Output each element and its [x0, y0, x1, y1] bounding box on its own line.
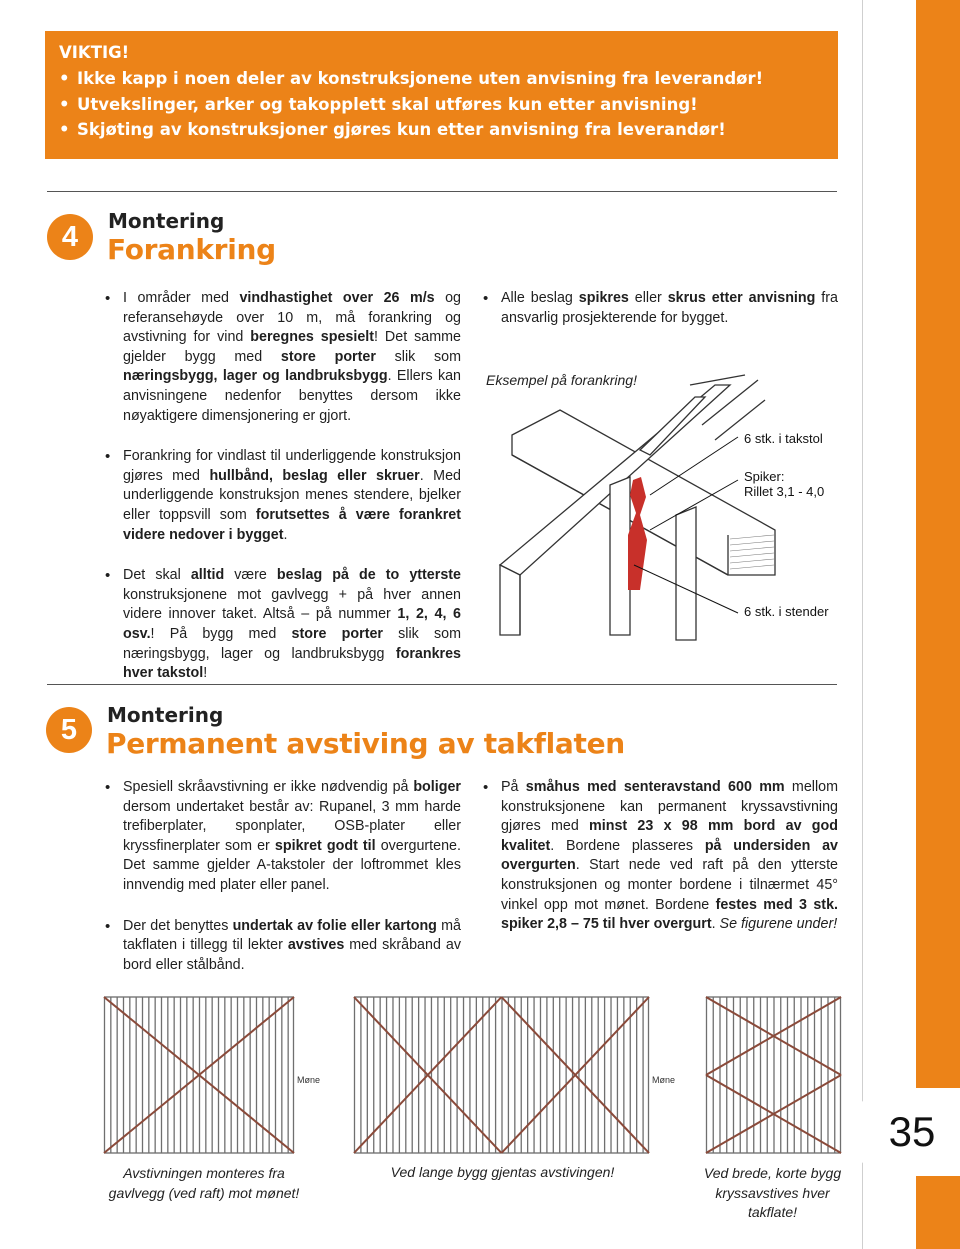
- section-title: Forankring: [107, 233, 276, 266]
- rafter-front-face: [500, 565, 520, 635]
- section5-left-column: [105, 778, 461, 975]
- section-divider: [47, 191, 837, 192]
- figure-label: 6 stk. i stender: [744, 604, 829, 619]
- bracing-diagram-gable: [104, 997, 294, 1153]
- text-run: må takflaten i tillegg til lekter: [123, 917, 461, 954]
- important-item: • Ikke kapp i noen deler av konstruksjonene uten anvisning fra leverandør!: [59, 66, 824, 92]
- diagram-caption: Avstivningen monteres fra gavlvegg (ved raft) mot mønet!: [108, 1165, 300, 1201]
- figure-label: Spiker:: [744, 469, 785, 484]
- steel-bracket: [628, 477, 647, 590]
- text-run: !: [203, 665, 208, 682]
- bullet-paragraph: [105, 447, 461, 545]
- text-run: På: [501, 779, 526, 795]
- text-run: Spesiell skråavstivning er ikke nødvendig på: [123, 779, 414, 795]
- section-number-badge: 4: [47, 214, 93, 260]
- text-run: slik som næringsbygg, lager og landbruksbygg: [123, 625, 461, 662]
- bracing-diagram-wide: [706, 997, 841, 1153]
- important-item: • Utvekslinger, arker og takopplett skal utføres kun etter anvisning!: [59, 92, 824, 118]
- text-run: .: [283, 526, 288, 543]
- text-run: . Start nede ved raft på den ytterste konstruksjonen og monter bordene i tilnærmet 45° vinkel opp mot mønet. Bordene: [501, 857, 838, 913]
- bold-text: minst 23 x 98 mm bord av god kvalitet: [501, 818, 838, 854]
- section-kicker: Montering: [108, 209, 225, 233]
- bullet-paragraph: [105, 778, 461, 896]
- important-list: [59, 66, 824, 143]
- important-notice-box: [45, 31, 838, 159]
- section4-left-column: [105, 289, 461, 684]
- bullet-paragraph: [483, 289, 838, 328]
- important-title: VIKTIG!: [59, 43, 130, 62]
- text-run: eller: [628, 290, 668, 306]
- bold-text: alltid: [190, 567, 225, 584]
- bold-text: spikres: [578, 290, 629, 306]
- bold-text: hullbånd, beslag eller skruer: [209, 467, 420, 484]
- ridge-label: Møne: [652, 1075, 676, 1085]
- text-run: overgurtene. Det samme gjelder A-takstoler der loftrommet kles innvendig med plater eller panel.: [123, 837, 461, 893]
- bullet-paragraph: [483, 778, 838, 935]
- section5-right-column: [483, 778, 838, 935]
- bold-text: undertak av folie eller kartong: [232, 917, 437, 934]
- section-divider: [47, 684, 837, 685]
- bold-text: forankres hver takstol: [123, 645, 461, 682]
- bullet-paragraph: [105, 917, 461, 976]
- diagram-caption: Ved brede, korte bygg kryssavstives hver takflate!: [703, 1165, 842, 1220]
- bracing-diagram-long: [354, 997, 649, 1153]
- section4-right-column: [483, 289, 838, 328]
- section-kicker: Montering: [107, 703, 224, 727]
- text-run: slik som: [375, 348, 462, 365]
- bold-text: store porter: [280, 348, 376, 365]
- italic-text: Se figurene under!: [719, 916, 838, 933]
- page-number: 35: [850, 1088, 960, 1176]
- text-run: ! Det samme gjelder bygg med: [123, 329, 461, 365]
- text-run: ! På bygg med: [150, 625, 292, 642]
- figure-label: 6 stk. i takstol: [744, 431, 823, 446]
- bold-text: spikret godt til: [274, 837, 376, 854]
- text-run: Forankring for vindlast til underliggende konstruksjon gjøres med: [123, 448, 461, 484]
- text-run: . Bordene plasseres: [550, 837, 705, 854]
- stud-right: [676, 507, 696, 640]
- bold-text: småhus med senteravstand 600 mm: [525, 779, 785, 795]
- text-run: . Ellers kan anvisningene nedenfor benyttes dersom ikke nøyaktigere dimensjonering er gjort.: [123, 368, 461, 424]
- text-run: være: [224, 567, 277, 584]
- text-run: konstruksjonene mot gavlvegg + på hver annen videre innover taket. Altså – på nummer: [123, 586, 461, 623]
- ridge-label: Møne: [297, 1075, 321, 1085]
- bold-text: boliger: [413, 779, 461, 795]
- bold-text: festes med 3 stk. spiker 2,8 – 75 til hver overgurt: [501, 896, 838, 933]
- bullet-paragraph: [105, 566, 461, 684]
- text-run: .: [711, 916, 720, 933]
- section-number-badge: 5: [46, 707, 92, 753]
- upper-truss-member: [640, 397, 705, 455]
- bold-text: på undersiden av overgurten: [501, 837, 838, 874]
- important-item: • Skjøting av konstruksjoner gjøres kun etter anvisning fra leverandør!: [59, 117, 824, 143]
- diagram-caption: Ved lange bygg gjentas avstivingen!: [390, 1164, 615, 1180]
- vertical-stud: [610, 477, 630, 635]
- bold-text: beregnes spesielt: [250, 329, 375, 346]
- bold-text: skrus etter anvisning: [667, 290, 816, 306]
- text-run: dersom undertaket består av: Rupanel, 3 mm harde trefiberplater, sponplater, OSB-plater eller kryssfinerplater som er: [123, 798, 461, 854]
- text-run: med skråband av bord eller stålbånd.: [123, 937, 461, 973]
- bold-text: store porter: [291, 625, 383, 642]
- text-run: Alle beslag: [501, 290, 579, 306]
- section-title: Permanent avstiving av takflaten: [106, 727, 625, 760]
- text-run: Det skal: [123, 567, 191, 584]
- bold-text: vindhastighet over 26 m/s: [239, 290, 435, 306]
- bullet-paragraph: [105, 289, 461, 426]
- bold-text: avstives: [287, 937, 345, 954]
- text-run: . Med underliggende konstruksjon menes stendere, bjelker eller toppsvill som: [123, 467, 461, 523]
- text-run: Der det benyttes: [123, 917, 233, 934]
- bold-text: beslag på de to ytterste: [276, 567, 461, 584]
- text-run: og referansehøyde over 10 m, må forankring og avstivning for vind: [123, 290, 462, 346]
- bold-text: 1, 2, 4, 6 osv.: [123, 606, 462, 642]
- right-orange-band: [916, 0, 960, 1249]
- text-run: fra ansvarlig prosjekterende for bygget.: [501, 290, 838, 326]
- text-run: I områder med: [123, 290, 240, 306]
- figure-label: Rillet 3,1 - 4,0: [744, 484, 825, 499]
- text-run: mellom konstruksjonene kan permanent kryssavstivning gjøres med: [501, 779, 839, 835]
- bold-text: forutsettes å være forankret videre nedover i bygget: [123, 506, 461, 543]
- right-margin-rule: [862, 0, 863, 1249]
- figure-caption: Eksempel på forankring!: [486, 372, 637, 388]
- bold-text: næringsbygg, lager og landbruksbygg: [123, 368, 388, 385]
